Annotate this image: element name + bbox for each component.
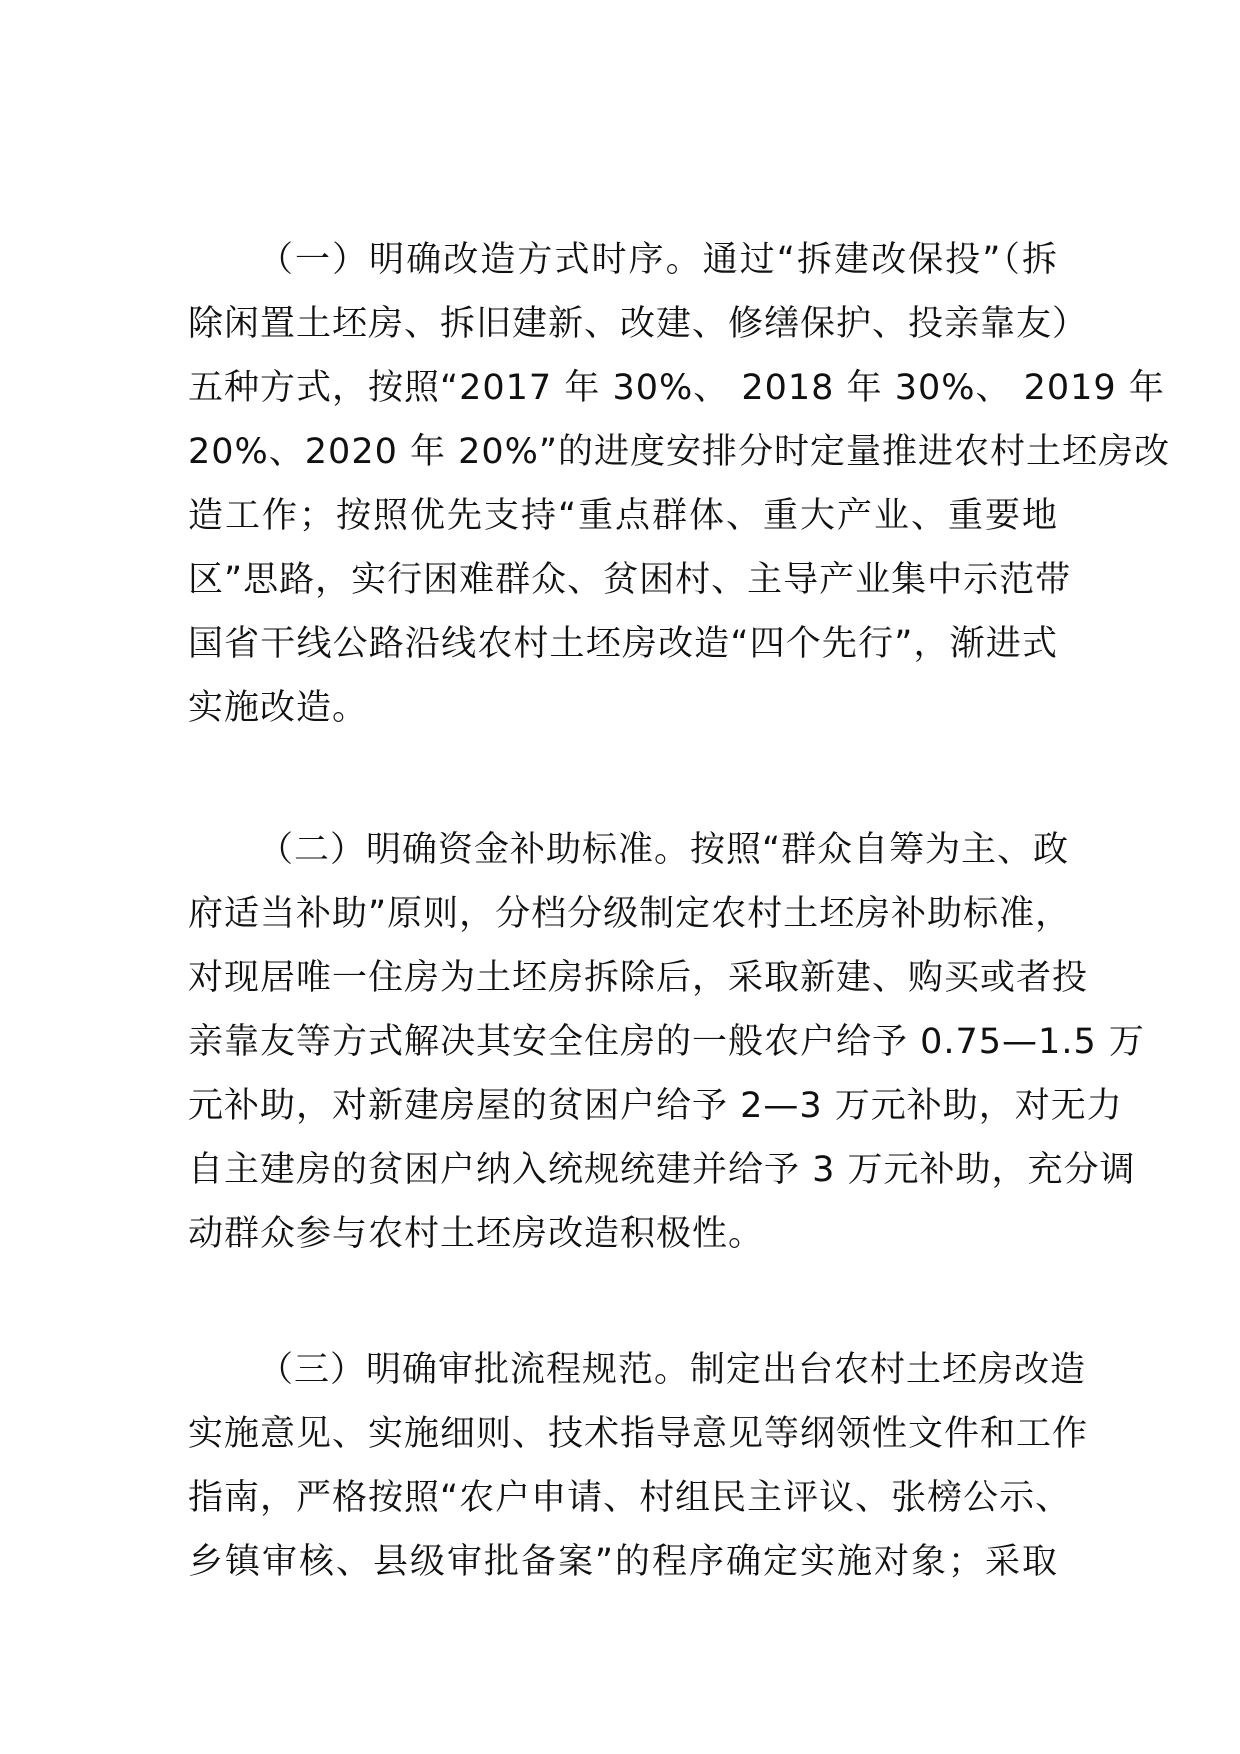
paragraph-subsidy-standards: [188, 818, 1145, 1266]
paragraph-approval-process: [188, 1338, 1089, 1594]
text-line: 亲靠友等方式解决其安全住房的一般农户给予 0.75—1.5 万: [188, 1022, 1145, 1062]
text-line: 实施改造。: [188, 688, 369, 728]
text-line: （二）明确资金补助标准。按照“群众自筹为主、政: [258, 830, 1070, 870]
text-line: 元补助，对新建房屋的贫困户给予 2—3 万元补助，对无力: [188, 1086, 1123, 1126]
text-line: 指南，严格按照“农户申请、村组民主评议、张榜公示、: [188, 1478, 1072, 1518]
text-line: 自主建房的贫困户纳入统规统建并给予 3 万元补助，充分调: [188, 1150, 1136, 1190]
text-line: 区”思路，实行困难群众、贫困村、主导产业集中示范带: [188, 560, 1072, 600]
text-line: 20%、2020 年 20%”的进度安排分时定量推进农村土坯房改: [188, 432, 1171, 472]
text-line: 实施意见、实施细则、技术指导意见等纲领性文件和工作: [188, 1414, 1089, 1454]
paragraph-renovation-methods: [188, 228, 1171, 740]
text-line: （三）明确审批流程规范。制定出台农村土坯房改造: [258, 1350, 1087, 1390]
text-line: （一）明确改造方式时序。通过“拆建改保投”（拆: [258, 240, 1058, 280]
text-line: 除闲置土坯房、拆旧建新、改建、修缮保护、投亲靠友）: [188, 304, 1089, 344]
text-line: 五种方式，按照“2017 年 30%、 2018 年 30%、 2019 年: [188, 368, 1165, 408]
text-line: 乡镇审核、县级审批备案”的程序确定实施对象；采取: [188, 1542, 1058, 1582]
text-line: 造工作；按照优先支持“重点群体、重大产业、重要地: [188, 496, 1058, 536]
text-line: 国省干线公路沿线农村土坯房改造“四个先行”，渐进式: [188, 624, 1058, 664]
text-line: 动群众参与农村土坯房改造积极性。: [188, 1214, 765, 1254]
text-line: 对现居唯一住房为土坯房拆除后，采取新建、购买或者投: [188, 958, 1089, 998]
text-line: 府适当补助”原则，分档分级制定农村土坯房补助标准，: [188, 894, 1072, 934]
